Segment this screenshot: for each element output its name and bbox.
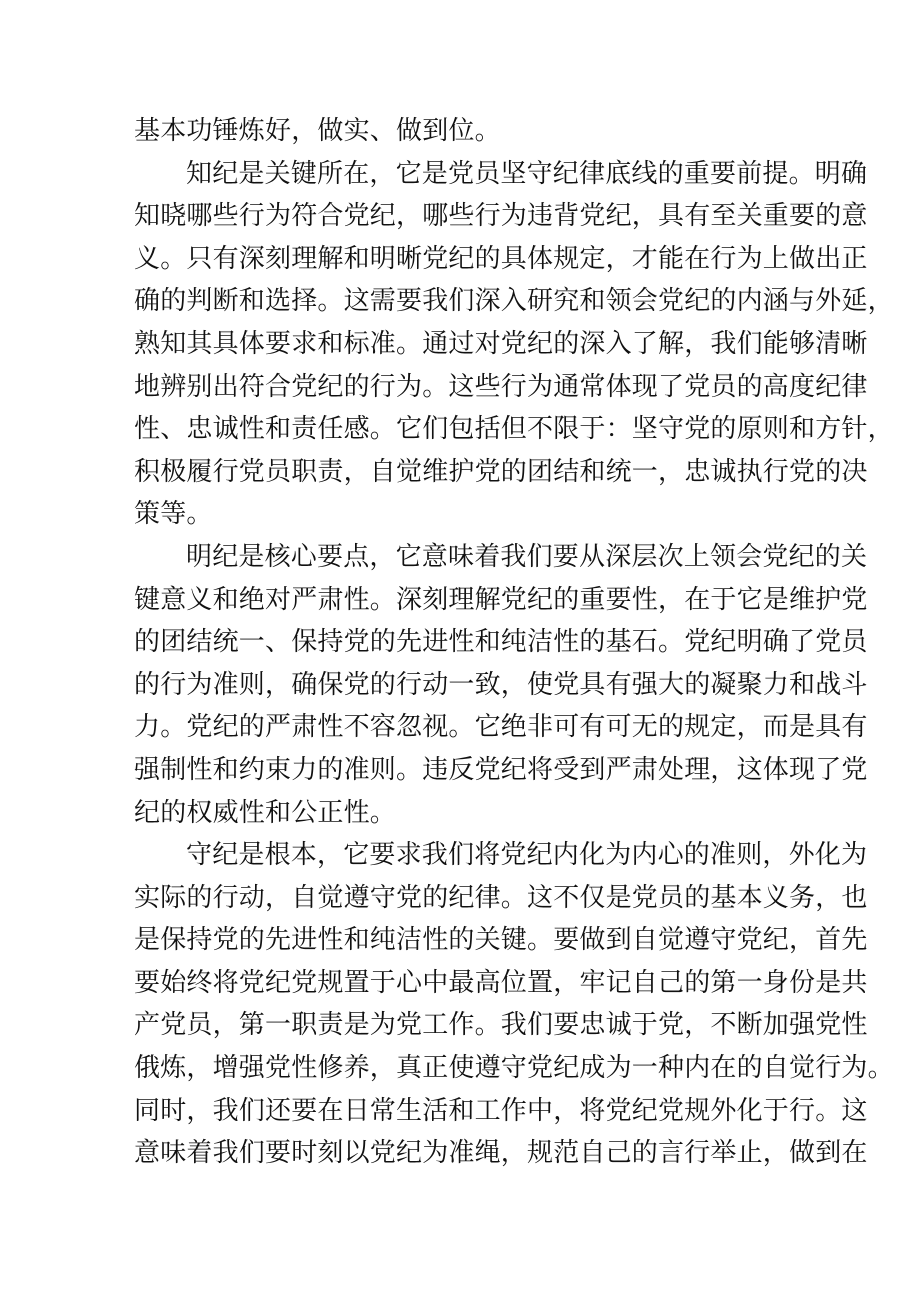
- text-line: 是保持党的先进性和纯洁性的关键。要做到自觉遵守党纪，首先: [134, 925, 868, 956]
- text-line: 产党员，第一职责是为党工作。我们要忠诚于党，不断加强党性: [134, 1010, 868, 1041]
- text-line: 强制性和约束力的准则。违反党纪将受到严肃处理，这体现了党: [134, 754, 868, 785]
- text-line: 同时，我们还要在日常生活和工作中，将党纪党规外化于行。这: [134, 1095, 868, 1126]
- text-line: 义。只有深刻理解和明晰党纪的具体规定，才能在行为上做出正: [134, 243, 868, 274]
- text-line: 地辨别出符合党纪的行为。这些行为通常体现了党员的高度纪律: [134, 371, 868, 402]
- paragraph-first-line: 守纪是根本，它要求我们将党纪内化为内心的准则，外化为: [186, 840, 868, 871]
- body-text: [134, 110, 894, 1175]
- paragraph-first-line: 知纪是关键所在，它是党员坚守纪律底线的重要前提。明确: [186, 158, 868, 189]
- text-line: 实际的行动，自觉遵守党的纪律。这不仅是党员的基本义务，也: [134, 882, 868, 913]
- text-line: 纪的权威性和公正性。: [134, 797, 397, 828]
- text-line: 性、忠诚性和责任感。它们包括但不限于：坚守党的原则和方针，: [134, 414, 894, 445]
- text-line: 俄炼，增强党性修养，真正使遵守党纪成为一种内在的自觉行为。: [134, 1053, 894, 1084]
- text-line: 基本功锤炼好，做实、做到位。: [134, 116, 501, 146]
- text-line: 意味着我们要时刻以党纪为准绳，规范自己的言行举止，做到在: [134, 1138, 868, 1169]
- text-line: 策等。: [134, 499, 213, 530]
- text-line: 确的判断和选择。这需要我们深入研究和领会党纪的内涵与外延，: [134, 286, 894, 317]
- text-line: 要始终将党纪党规置于心中最高位置，牢记自己的第一身份是共: [134, 967, 868, 998]
- text-line: 力。党纪的严肃性不容忽视。它绝非可有可无的规定，而是具有: [134, 712, 868, 743]
- text-line: 知晓哪些行为符合党纪，哪些行为违背党纪，具有至关重要的意: [134, 201, 868, 232]
- paragraph-first-line: 明纪是核心要点，它意味着我们要从深层次上领会党纪的关: [186, 541, 868, 572]
- text-line: 键意义和绝对严肃性。深刻理解党纪的重要性，在于它是维护党: [134, 584, 868, 615]
- text-line: 的行为准则，确保党的行动一致，使党具有强大的凝聚力和战斗: [134, 669, 868, 700]
- text-line: 的团结统一、保持党的先进性和纯洁性的基石。党纪明确了党员: [134, 627, 868, 658]
- text-line: 熟知其具体要求和标准。通过对党纪的深入了解，我们能够清晰: [134, 328, 868, 359]
- text-line: 积极履行党员职责，自觉维护党的团结和统一，忠诚执行党的决: [134, 456, 868, 487]
